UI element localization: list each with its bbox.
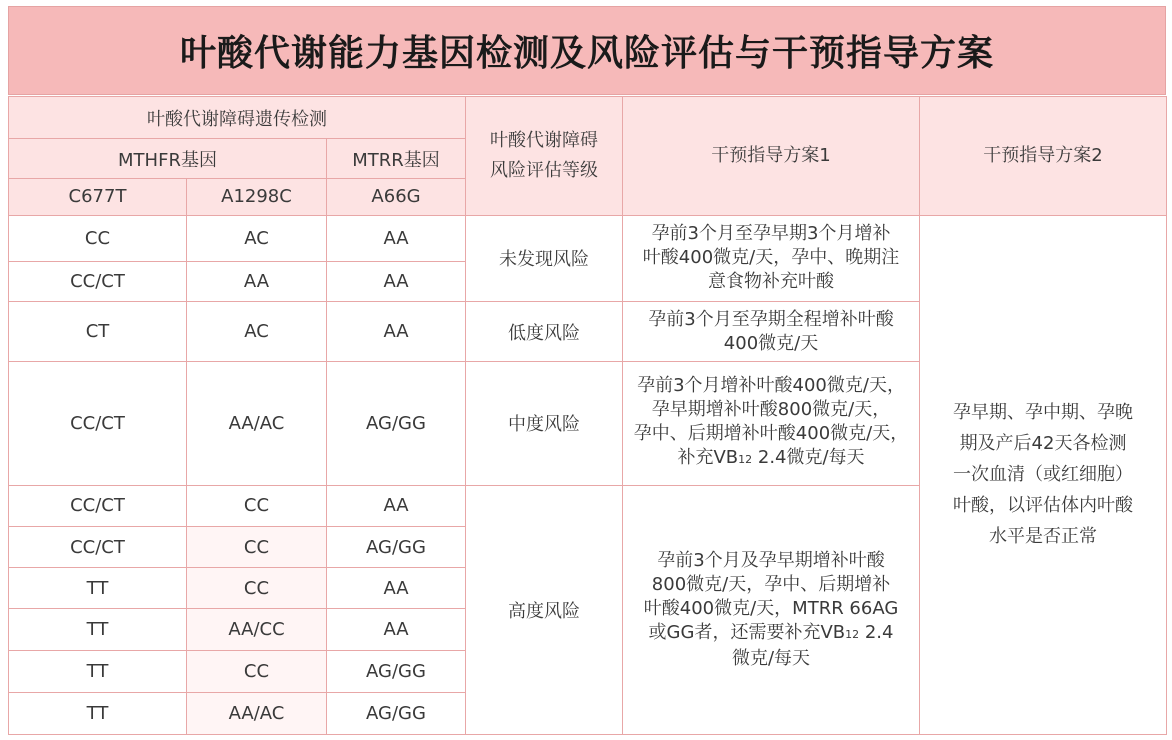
plan1-none-line: 孕前3个月至孕早期3个月增补 xyxy=(651,223,891,245)
plan2-line: 叶酸，以评估体内叶酸 xyxy=(953,495,1134,517)
plan1-none-line: 叶酸400微克/天，孕中、晚期注 xyxy=(642,247,900,269)
plan1-low-line: 孕前3个月至孕期全程增补叶酸 xyxy=(648,308,894,330)
header-plan2: 干预指导方案2 xyxy=(920,97,1167,216)
header-genetic-test: 叶酸代谢障碍遗传检测 xyxy=(9,97,466,139)
plan1-medium-vb: 补充VB xyxy=(677,447,739,469)
risk-low: 低度风险 xyxy=(466,301,623,361)
cell-c677t: CC/CT xyxy=(9,485,187,526)
plan1-high xyxy=(623,485,920,734)
cell-c677t: TT xyxy=(9,568,187,609)
cell-a1298c: CC xyxy=(187,526,327,567)
cell-a1298c: AA/CC xyxy=(187,609,327,650)
plan2-line: 孕早期、孕中期、孕晚 xyxy=(953,402,1134,424)
cell-a1298c: AA/AC xyxy=(187,692,327,734)
header-a1298c: A1298C xyxy=(187,179,327,215)
cell-a66g: AA xyxy=(327,485,466,526)
cell-a1298c: AA/AC xyxy=(187,362,327,486)
cell-a66g: AA xyxy=(327,609,466,650)
plan1-high-line: 微克/每天 xyxy=(731,647,811,669)
cell-a1298c: AC xyxy=(187,215,327,261)
plan1-low xyxy=(623,301,920,361)
header-risk-level-line1: 叶酸代谢障碍 xyxy=(490,129,599,151)
plan2-line: 期及产后42天各检测 xyxy=(959,433,1127,455)
plan1-high-line xyxy=(623,621,919,647)
plan1-low-line: 400微克/天 xyxy=(723,332,819,354)
cell-c677t: CT xyxy=(9,301,187,361)
cell-c677t: TT xyxy=(9,692,187,734)
header-plan1: 干预指导方案1 xyxy=(623,97,920,216)
cell-c677t: TT xyxy=(9,650,187,692)
page-title: 叶酸代谢能力基因检测及风险评估与干预指导方案 xyxy=(179,33,994,74)
plan1-medium-vb-sub: 12 xyxy=(738,453,753,467)
plan1-medium xyxy=(623,362,920,486)
cell-c677t: CC/CT xyxy=(9,362,187,486)
risk-none: 未发现风险 xyxy=(466,215,623,301)
plan1-high-dose: 2.4 xyxy=(859,621,894,643)
cell-c677t: CC/CT xyxy=(9,261,187,301)
cell-c677t: CC/CT xyxy=(9,526,187,567)
table-row xyxy=(9,215,1167,261)
cell-a66g: AG/GG xyxy=(327,362,466,486)
plan1-medium-dose: 2.4微克/每天 xyxy=(752,447,865,469)
cell-a66g: AG/GG xyxy=(327,650,466,692)
header-mtrr-gene: MTRR基因 xyxy=(327,139,466,179)
cell-a66g: AA xyxy=(327,301,466,361)
plan2-cell xyxy=(920,215,1167,734)
plan1-medium-line: 孕前3个月增补叶酸400微克/天， xyxy=(637,375,905,397)
cell-a1298c: AC xyxy=(187,301,327,361)
plan1-medium-line: 孕中、后期增补叶酸400微克/天， xyxy=(633,423,909,445)
plan1-none xyxy=(623,215,920,301)
plan1-medium-line xyxy=(623,446,919,472)
risk-table xyxy=(8,96,1167,735)
title-bar xyxy=(8,6,1166,95)
header-risk-level-line2: 风险评估等级 xyxy=(490,159,599,181)
plan1-high-vb: 或GG者，还需要补充VB xyxy=(648,621,846,643)
cell-c677t: CC xyxy=(9,215,187,261)
cell-a1298c: CC xyxy=(187,485,327,526)
header-a66g: A66G xyxy=(327,179,466,215)
plan1-high-line: 800微克/天，孕中、后期增补 xyxy=(651,573,891,595)
cell-a1298c: CC xyxy=(187,650,327,692)
plan2-line: 水平是否正常 xyxy=(989,526,1098,548)
cell-a1298c: AA xyxy=(187,261,327,301)
header-c677t: C677T xyxy=(9,179,187,215)
cell-a66g: AA xyxy=(327,261,466,301)
cell-a66g: AG/GG xyxy=(327,526,466,567)
plan1-none-line: 意食物补充叶酸 xyxy=(708,271,835,293)
cell-c677t: TT xyxy=(9,609,187,650)
plan1-medium-line: 孕早期增补叶酸800微克/天， xyxy=(651,399,891,421)
plan2-line: 一次血清（或红细胞） xyxy=(953,464,1134,486)
plan1-high-vb-sub: 12 xyxy=(845,627,860,641)
header-risk-level xyxy=(466,97,623,216)
risk-high: 高度风险 xyxy=(466,485,623,734)
cell-a66g: AG/GG xyxy=(327,692,466,734)
header-mthfr-gene: MTHFR基因 xyxy=(9,139,327,179)
plan1-high-line: 叶酸400微克/天，MTRR 66AG xyxy=(643,597,899,619)
cell-a66g: AA xyxy=(327,215,466,261)
plan1-high-line: 孕前3个月及孕早期增补叶酸 xyxy=(657,549,885,571)
cell-a66g: AA xyxy=(327,568,466,609)
risk-medium: 中度风险 xyxy=(466,362,623,486)
cell-a1298c: CC xyxy=(187,568,327,609)
header-row-1 xyxy=(9,97,1167,139)
